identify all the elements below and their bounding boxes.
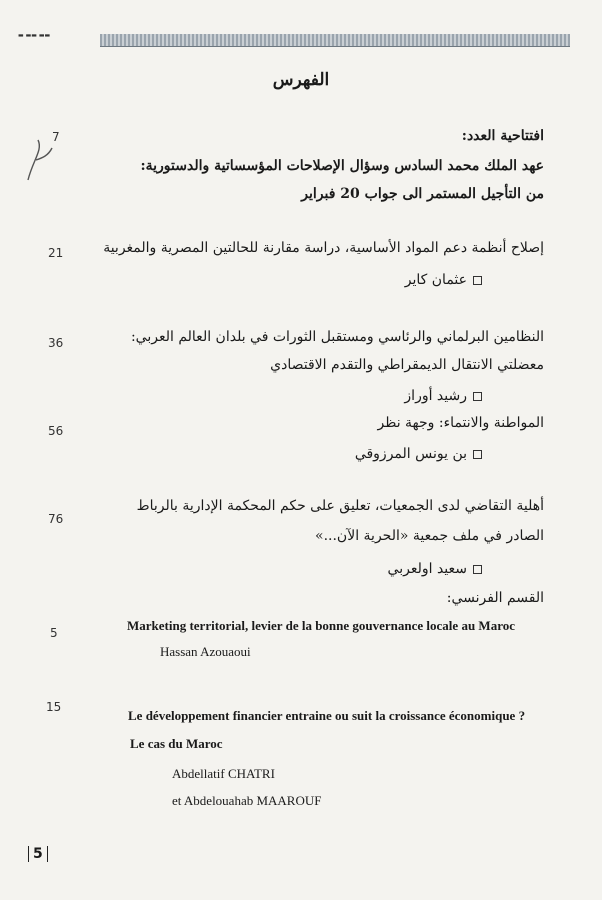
entry-title: النظامين البرلماني والرئاسي ومستقبل الثورات في بلدان العالم العربي: — [130, 329, 544, 345]
header-bar — [100, 34, 570, 47]
page-ref: 5 — [50, 626, 58, 640]
entry-author: سعيد اولعربي — [388, 561, 482, 577]
entry-author: بن يونس المرزوقي — [355, 446, 482, 462]
page-ref: 76 — [48, 512, 64, 526]
entry-title: افتتاحية العدد: — [461, 128, 544, 144]
entry-author: Hassan Azouaoui — [160, 644, 251, 659]
page-title: الفهرس — [272, 70, 330, 90]
entry-title-line2: معضلتي الانتقال الديمقراطي والتقدم الاقتصادي — [270, 357, 544, 373]
entry-author: رشيد أوراز — [404, 388, 482, 404]
page-ref: 36 — [48, 336, 64, 350]
entry-title-line2: من التأجيل المستمر الى جواب 20 فبراير — [301, 186, 544, 202]
section-heading: القسم الفرنسي: — [446, 590, 544, 606]
page-number: 5 — [24, 846, 52, 862]
entry-author: Abdellatif CHATRI — [172, 766, 275, 781]
page-ref: 7 — [52, 130, 60, 144]
page-ref: 15 — [46, 700, 62, 714]
entry-title: عهد الملك محمد السادس وسؤال الإصلاحات المؤسساتية والدستورية: — [140, 158, 544, 174]
entry-title: Le développement financier entraine ou suit la croissance économique ? — [128, 708, 526, 723]
entry-title-line2: Le cas du Maroc — [130, 736, 223, 751]
entry-title: إصلاح أنظمة دعم المواد الأساسية، دراسة مقارنة للحالتين المصرية والمغربية — [103, 240, 544, 256]
header-logo: ▬ ▬▬ ▬▬ — [18, 32, 51, 39]
entry-title-line2: الصادر في ملف جمعية «الحرية الآن...» — [315, 528, 544, 544]
entry-title: Marketing territorial, levier de la bonne gouvernance locale au Maroc — [127, 618, 515, 633]
entry-author: عثمان كاير — [405, 272, 482, 288]
entry-title: المواطنة والانتماء: وجهة نظر — [377, 415, 544, 431]
entry-title: أهلية التقاضي لدى الجمعيات، تعليق على حكم المحكمة الإدارية بالرباط — [136, 498, 544, 514]
page-ref: 56 — [48, 424, 64, 438]
entry-author: et Abdelouahab MAAROUF — [172, 793, 322, 808]
page-ref: 21 — [48, 246, 64, 260]
